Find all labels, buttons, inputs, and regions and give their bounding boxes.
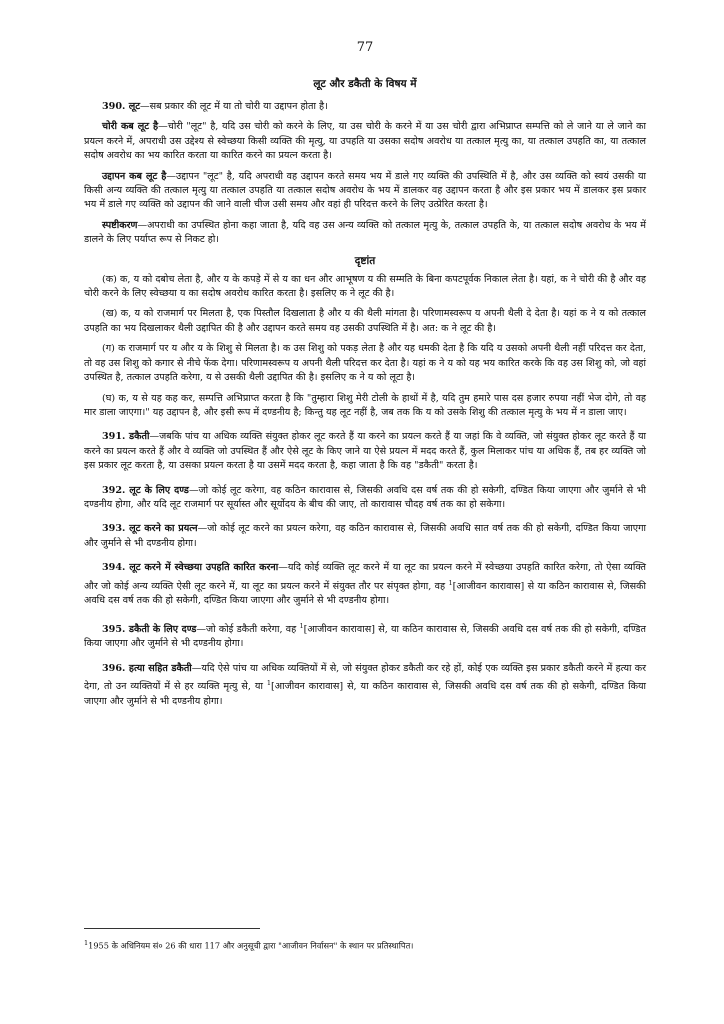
footnote-marker: 1 <box>84 939 89 947</box>
theft-robbery-heading: चोरी कब लूट है <box>102 121 159 133</box>
section-395-heading: 395. डकैती के लिए दण्ड <box>102 623 197 635</box>
section-396-heading: 396. हत्या सहित डकैती <box>102 662 192 674</box>
section-394 <box>84 561 646 608</box>
illustrations-title: दृष्टांत <box>354 254 376 267</box>
footnote-ref: 1 <box>299 621 304 630</box>
theft-robbery-text: —चोरी "लूट" है, यदि उस चोरी को करने के लिए, या उस चोरी के करने में या उस चोरी द्वारा अभिप्राप्त सम्पत्ति को ले जाने या ले जाने का प्रयत्न करने में, अपराधी उस उद्देश्य से स्वेच्छया किसी व्यक्ति की मृत्यु, या उपहति या उसका सदोष अवरोध या तत्काल मृत्यु का, या तत्काल उपहति का, या तत्काल सदोष अवरोध का भय कारित करता या कारित करने का प्रयत्न करता है। <box>84 121 646 162</box>
extortion-robbery-clause <box>84 170 646 213</box>
section-394-heading: 394. लूट करने में स्वेच्छया उपहति कारित करना <box>102 562 279 574</box>
extortion-robbery-text: —उद्दापन "लूट" है, यदि अपराधी वह उद्दापन करते समय भय में डाले गए व्यक्ति की उपस्थिति में है, और उस व्यक्ति को स्वयं उसकी या किसी अन्य व्यक्ति की तत्काल मृत्यु या तत्काल उपहति या तत्काल सदोष अवरोध के भय में डालकर वह उद्दापन करता है और इस प्रकार भय में डालकर इस प्रकार भय में डाले गए व्यक्ति को उद्दापन की जाने वाली चीज उसी समय और वहां ही परिदत्त करने के लिए उत्प्रेरित करता है। <box>84 170 646 211</box>
footnote-ref: 1 <box>266 678 272 687</box>
section-394-text-a: —यदि कोई व्यक्ति लूट करने में या लूट का प्रयत्न करने में स्वेच्छया उपहति कारित करेगा, तो ऐसा व्यक्ति और जो कोई अन्य व्यक्ति ऐसी लूट करने में, या लूट का प्रयत्न करने में संयुक्त तौर पर संपृक्त होगा, वह <box>84 562 646 592</box>
illustration-a: (क) क, य को दबोच लेता है, और य के कपड़े में से य का धन और आभूषण य की सम्मति के बिना कपटपूर्वक निकाल लेता है। यहां, क ने चोरी की है और वह चोरी करने के लिए स्वेच्छया य का सदोष अवरोध कारित करता है। इसलिए क ने लूट की है। <box>84 273 646 300</box>
illustration-c: (ग) क राजमार्ग पर य और य के शिशु से मिलता है। क उस शिशु को पकड़ लेता है और यह धमकी देता है कि यदि य उसको अपनी थैली नहीं परिदत्त कर देता, तो वह उस शिशु को कगार से नीचे फेंक देगा। परिणामस्वरूप य अपनी थैली परिदत्त कर देता है। यहां क ने य को यह भय कारित करके कि वह उस शिशु को, जो वहां उपस्थित है, तत्काल उपहति करेगा, य से उसकी थैली उद्दापित की है। इसलिए क ने य को लूटा है। <box>84 343 646 384</box>
footnote-divider <box>84 928 260 929</box>
extortion-robbery-heading: उद्दापन कब लूट है <box>102 170 167 182</box>
section-390-heading: 390. लूट <box>102 101 141 112</box>
section-394-text-b: [आजीवन कारावास] से या कठिन कारावास से, जिसकी अवधि दस वर्ष तक की हो सकेगी, दण्डित किया जाएगा और जुर्माने से भी दण्डनीय होगा। <box>84 580 647 607</box>
section-392-text: —जो कोई लूट करेगा, वह कठिन कारावास से, जिसकी अवधि दस वर्ष तक की हो सकेगी, दण्डित किया जाएगा और जुर्माने से भी दण्डनीय होगा, और यदि लूट राजमार्ग पर सूर्यास्त और सूर्योदय के बीच की जाए, तो कारावास चौदह वर्ष तक का हो सकेगा। <box>84 484 646 510</box>
section-393-heading: 393. लूट करने का प्रयत्न <box>102 523 198 535</box>
section-390 <box>84 100 646 114</box>
illustration-d: (घ) क, य से यह कह कर, सम्पत्ति अभिप्राप्त करता है कि "तुम्हारा शिशु मेरी टोली के हाथों में है, यदि तुम हमारे पास दस हजार रुपया नहीं भेज दोगे, तो वह मार डाला जाएगा।" यह उद्दापन है, और इसी रूप में दण्डनीय है; किन्तु यह लूट नहीं है, जब तक कि य को उसके शिशु की तत्काल मृत्यु के भय में न डाला जाए। <box>84 392 646 418</box>
section-393-text: —जो कोई लूट करने का प्रयत्न करेगा, वह कठिन कारावास से, जिसकी अवधि सात वर्ष तक की हो सकेगी, दण्डित किया जाएगा और जुर्माने से भी दण्डनीय होगा। <box>84 523 647 549</box>
section-395-text-a: —जो कोई डकैती करेगा, वह <box>196 623 300 635</box>
footnote-text: 1955 के अधिनियम सं० 26 की धारा 117 और अनुसूची द्वारा "आजीवन निर्वासन" के स्थान पर प्रतिस्थापित। <box>88 940 414 951</box>
illustration-b: (ख) क, य को राजमार्ग पर मिलता है, एक पिस्तौल दिखलाता है और य की थैली मांगता है। परिणामस्वरूप य अपनी थैली दे देता है। यहां क ने य को तत्काल उपहति का भय दिखलाकर थैली उद्दापित की है और उद्दापन करते समय वह उसकी उपस्थिति में है। अत: क ने लूट की है। <box>84 308 646 334</box>
section-395-text-b: [आजीवन कारावास] से, या कठिन कारावास से, जिसकी अवधि दस वर्ष तक की हो सकेगी, दण्डित किया जाएगा और जुर्माने से भी दण्डनीय होगा। <box>84 623 646 650</box>
section-396-text-a: —यदि ऐसे पांच या अधिक व्यक्तियों में से, जो संयुक्त होकर डकैती कर रहे हों, कोई एक व्यक्ति इस प्रकार डकैती करने में हत्या कर देगा, तो उन व्यक्तियों में से हर व्यक्ति मृत्यु से, या <box>84 662 646 693</box>
section-title: लूट और डकैती के विषय में <box>313 78 417 90</box>
footnote-ref: 1 <box>448 578 453 587</box>
explanation-clause <box>84 219 646 248</box>
section-392 <box>84 484 646 513</box>
explanation-heading: स्पष्टीकरण <box>102 219 138 231</box>
section-393 <box>84 522 646 551</box>
section-391-heading: 391. डकैती <box>102 431 150 443</box>
section-396-text-b: [आजीवन कारावास] से, या कठिन कारावास से, जिसकी अवधि दस वर्ष तक की हो सकेगी, दण्डित किया जाएगा और जुर्माने से भी दण्डनीय होगा। <box>84 681 647 707</box>
section-392-heading: 392. लूट के लिए दण्ड <box>102 484 189 496</box>
section-395 <box>84 619 646 652</box>
section-391-text: —जबकि पांच या अधिक व्यक्ति संयुक्त होकर लूट करते हैं या करने का प्रयत्न करते हैं या जहां कि वे व्यक्ति, जो संयुक्त होकर लूट करते हैं या करने का प्रयत्न करते हैं और वे व्यक्ति जो उपस्थित हैं और ऐसे लूट के किए जाने या ऐसे प्रयत्न में मदद करते हैं, कुल मिलाकर पांच या अधिक हैं, तब हर व्यक्ति जो इस प्रकार लूट करता है, या उसका प्रयत्न करता है या उसमें मदद करता है, कहा जाता है कि वह "डकैती" करता है। <box>84 431 646 472</box>
page-number: 77 <box>356 40 374 55</box>
section-391 <box>84 430 646 473</box>
explanation-text: —अपराधी का उपस्थित होना कहा जाता है, यदि वह उस अन्य व्यक्ति को तत्काल मृत्यु के, तत्काल उपहति के, या तत्काल सदोष अवरोध के भय में डालने के लिए पर्याप्त रूप से निकट हो। <box>84 219 646 246</box>
section-390-text: —सब प्रकार की लूट में या तो चोरी या उद्दापन होता है। <box>140 101 328 112</box>
section-396 <box>84 662 646 709</box>
theft-robbery-clause <box>84 120 646 163</box>
footnote <box>84 938 644 952</box>
